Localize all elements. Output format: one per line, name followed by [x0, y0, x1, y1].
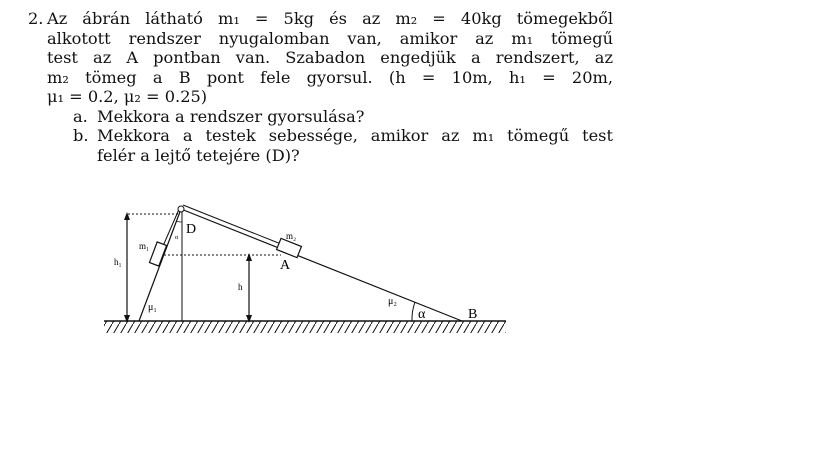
label-alpha: α: [418, 307, 426, 322]
ground: [104, 321, 506, 333]
question-a-text: Mekkora a rendszer gyorsulása?: [97, 106, 365, 126]
problem-line-1: Az ábrán látható m₁ = 5kg és az m₂ = 40kg tömegekből: [47, 9, 613, 28]
question-b-label: b.: [73, 126, 89, 145]
pulley: [178, 206, 184, 212]
alpha-arc: [412, 302, 415, 321]
label-m2: m₂: [286, 231, 297, 241]
label-A: A: [280, 258, 291, 273]
label-B: B: [468, 307, 478, 322]
label-h: h: [238, 282, 243, 292]
question-a-label: a.: [73, 106, 88, 126]
label-mu1: μ₁: [148, 302, 157, 313]
alpha-arc-small: [176, 221, 182, 222]
problem-line-5: μ₁ = 0.2, μ₂ = 0.25): [47, 87, 208, 106]
question-b-text-line-2: felér a lejtő tetejére (D)?: [97, 145, 300, 165]
label-m1: m₁: [139, 241, 150, 251]
problem-line-3: test az A pontban van. Szabadon engedjük a rendszert, az: [47, 48, 613, 67]
label-D: D: [186, 222, 197, 237]
problem-line-4: m₂ tömeg a B pont fele gyorsul. (h = 10m, h₁ = 20m,: [47, 67, 613, 87]
question-b-text-line-1: Mekkora a testek sebessége, amikor az m₁ tömegű test: [97, 126, 613, 145]
problem-number: 2.: [28, 9, 44, 28]
label-mu2: μ₂: [388, 296, 397, 307]
problem-line-2: alkotott rendszer nyugalomban van, amikor az m₁ tömegű: [47, 28, 613, 48]
rope-right: [183, 205, 281, 244]
right-incline: [181, 209, 462, 321]
left-incline: [139, 209, 181, 321]
label-h1: h₁: [114, 257, 122, 267]
label-alpha-small: α: [175, 235, 179, 241]
